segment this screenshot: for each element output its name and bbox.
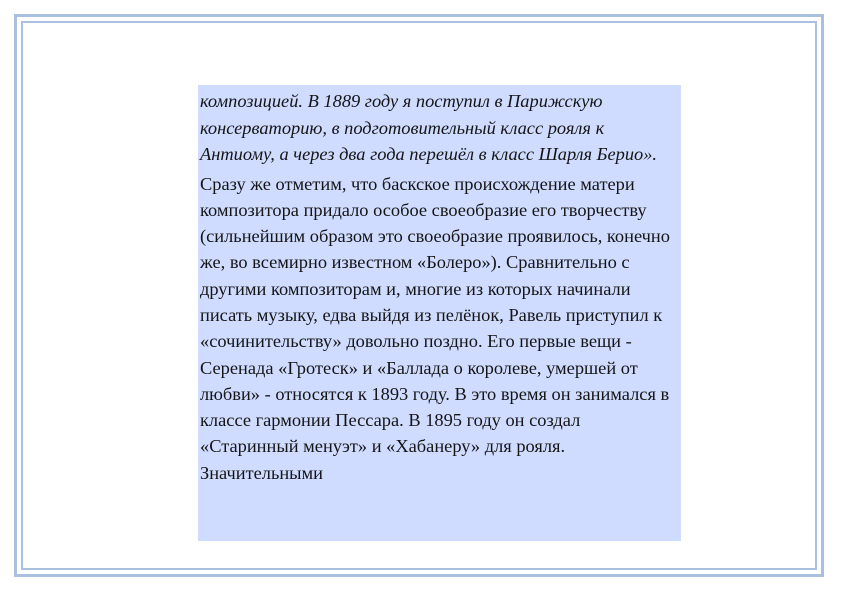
body-paragraph: Сразу же отметим, что баскское происхождение матери композитора придало особое своеобразие его творчеству (сильнейшим образом это своеобразие проявилось, конечно же, во всемирно известном «Болеро»). Сравнительно с другими композиторам и, многие из которых начинали писать музыку, едва выйдя из пелёнок, Равель приступил к «сочинительству» довольно поздно. Его первые вещи - Серенада «Гротеск» и «Баллада о королеве, умершей от любви» - относятся к 1893 году. В это время он занимался в классе гармонии Пессара. В 1895 году он создал «Старинный менуэт» и «Хабанеру» для рояля. Значительными: [200, 173, 670, 483]
highlighted-text-block: [198, 85, 681, 541]
quote-paragraph: композицией. В 1889 году я поступил в Парижскую консерваторию, в подготовительный класс рояля к Антиому, а через два года перешёл в класс Шарля Берио».: [200, 91, 658, 164]
